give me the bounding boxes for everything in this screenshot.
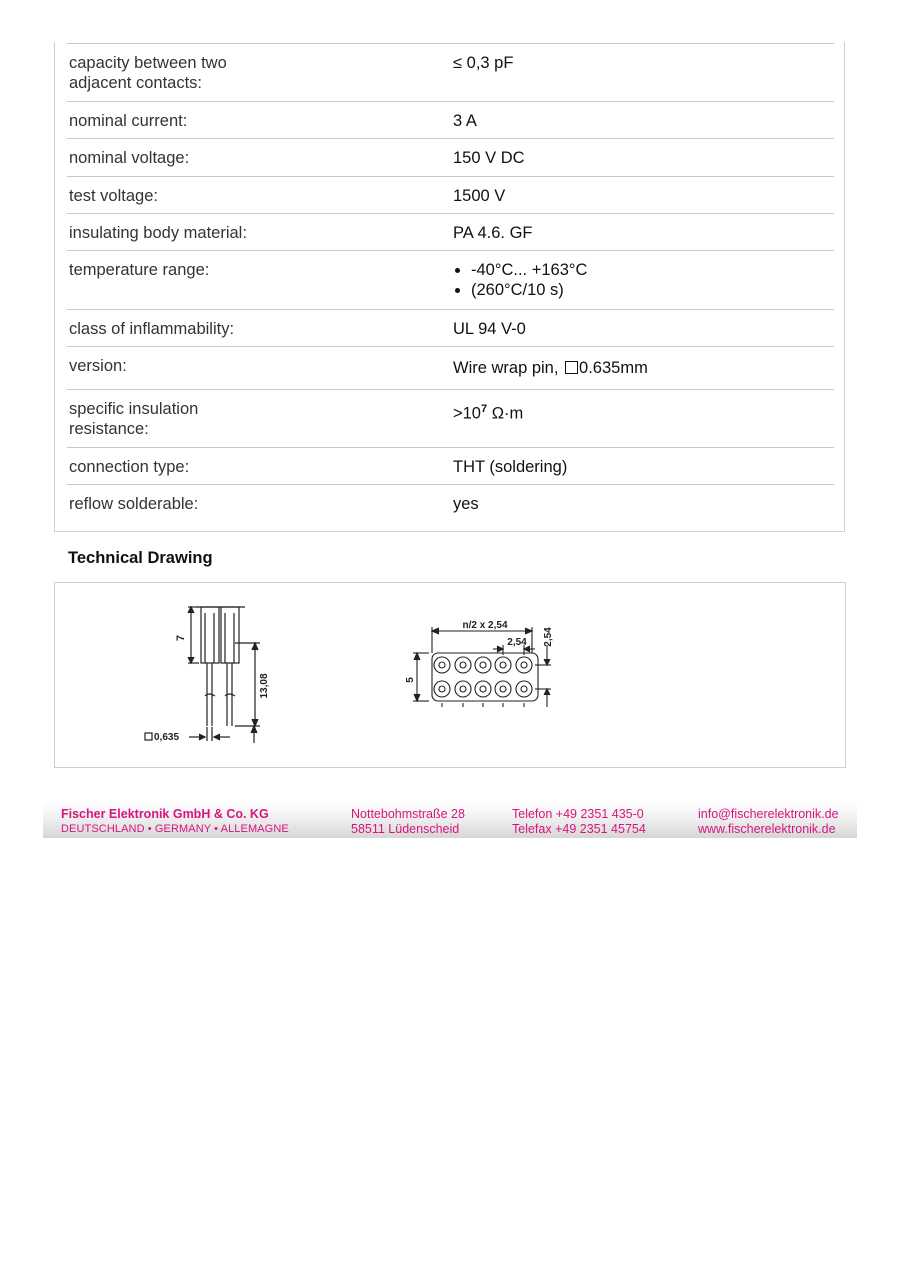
technical-drawing	[55, 583, 845, 767]
spec-value: 150 V DC	[453, 149, 525, 167]
version-prefix: Wire wrap pin,	[453, 359, 559, 377]
spec-row-nominal-voltage	[67, 138, 834, 176]
resistance-exponent: 7	[481, 403, 488, 415]
spec-value	[453, 358, 823, 378]
spec-label: connection type:	[69, 458, 190, 476]
top-view-drawing	[405, 620, 554, 707]
spec-label: nominal voltage:	[69, 149, 190, 167]
resistance-base: >10	[453, 404, 481, 423]
side-view-drawing	[145, 607, 270, 743]
dim-pin-length-label: 13,08	[259, 673, 270, 699]
spec-value: PA 4.6. GF	[453, 224, 533, 242]
company-name: Fischer Elektronik GmbH & Co. KG	[61, 807, 269, 821]
specifications-table	[54, 42, 845, 532]
spec-label: insulating body material:	[69, 224, 247, 242]
spec-label: specific insulation resistance:	[69, 400, 199, 438]
spec-row-version	[67, 346, 834, 389]
spec-label: test voltage:	[69, 187, 158, 205]
technical-drawing-title: Technical Drawing	[68, 549, 213, 567]
spec-value: 3 A	[453, 112, 477, 130]
square-symbol-icon	[565, 361, 578, 374]
website-link[interactable]: www.fischerelektronik.de	[698, 822, 836, 836]
spec-label: temperature range:	[69, 261, 210, 279]
dim-width-label: 5	[405, 677, 416, 683]
spec-label: class of inflammability:	[69, 320, 235, 338]
temperature-bullet: (260°C/10 s)	[453, 280, 823, 300]
spec-label: reflow solderable:	[69, 495, 199, 513]
spec-value	[453, 260, 823, 300]
spec-row-body-material	[67, 213, 834, 250]
company-country: DEUTSCHLAND • GERMANY • ALLEMAGNE	[61, 823, 289, 835]
spec-value: ≤ 0,3 pF	[453, 54, 514, 72]
spec-row-inflammability	[67, 309, 834, 346]
email-link[interactable]: info@fischerelektronik.de	[698, 807, 839, 821]
dim-pitch-vertical-label: 2,54	[543, 627, 554, 647]
version-suffix: 0.635mm	[579, 359, 648, 377]
spec-row-insulation-resistance	[67, 389, 834, 447]
spec-value: yes	[453, 495, 479, 513]
dim-square-label: 0,635	[154, 732, 180, 743]
spec-row-temperature-range	[67, 250, 834, 309]
spec-label: version:	[69, 357, 127, 375]
dim-pitch-label: 2,54	[507, 637, 527, 648]
spec-value	[453, 399, 823, 424]
footer-bar	[43, 802, 857, 838]
resistance-unit: Ω·m	[487, 404, 524, 423]
spec-row-test-voltage	[67, 176, 834, 213]
spec-value: 1500 V	[453, 187, 506, 205]
spec-value: UL 94 V-0	[453, 320, 526, 338]
footer-contact	[698, 807, 839, 837]
spec-value: THT (soldering)	[453, 458, 568, 476]
spec-row-connection-type	[67, 447, 834, 484]
spec-row-nominal-current	[67, 101, 834, 138]
technical-drawing-frame	[54, 582, 846, 768]
temperature-bullet: -40°C... +163°C	[453, 260, 823, 280]
footer-phone	[512, 807, 646, 837]
spec-label: nominal current:	[69, 112, 188, 130]
contact-grid	[434, 657, 532, 697]
address-city: 58511 Lüdenscheid	[351, 822, 460, 836]
spec-row-capacity	[67, 43, 834, 101]
dim-height-label: 7	[175, 634, 187, 642]
footer-address	[351, 807, 465, 837]
spec-row-reflow	[67, 484, 834, 530]
dim-length-label: n/2 x 2,54	[462, 620, 508, 631]
phone-number: Telefon +49 2351 435-0	[512, 807, 644, 821]
fax-number: Telefax +49 2351 45754	[512, 822, 646, 836]
address-street: Nottebohmstraße 28	[351, 807, 465, 821]
spec-label: capacity between two adjacent contacts:	[69, 54, 227, 92]
footer-company	[61, 807, 289, 837]
